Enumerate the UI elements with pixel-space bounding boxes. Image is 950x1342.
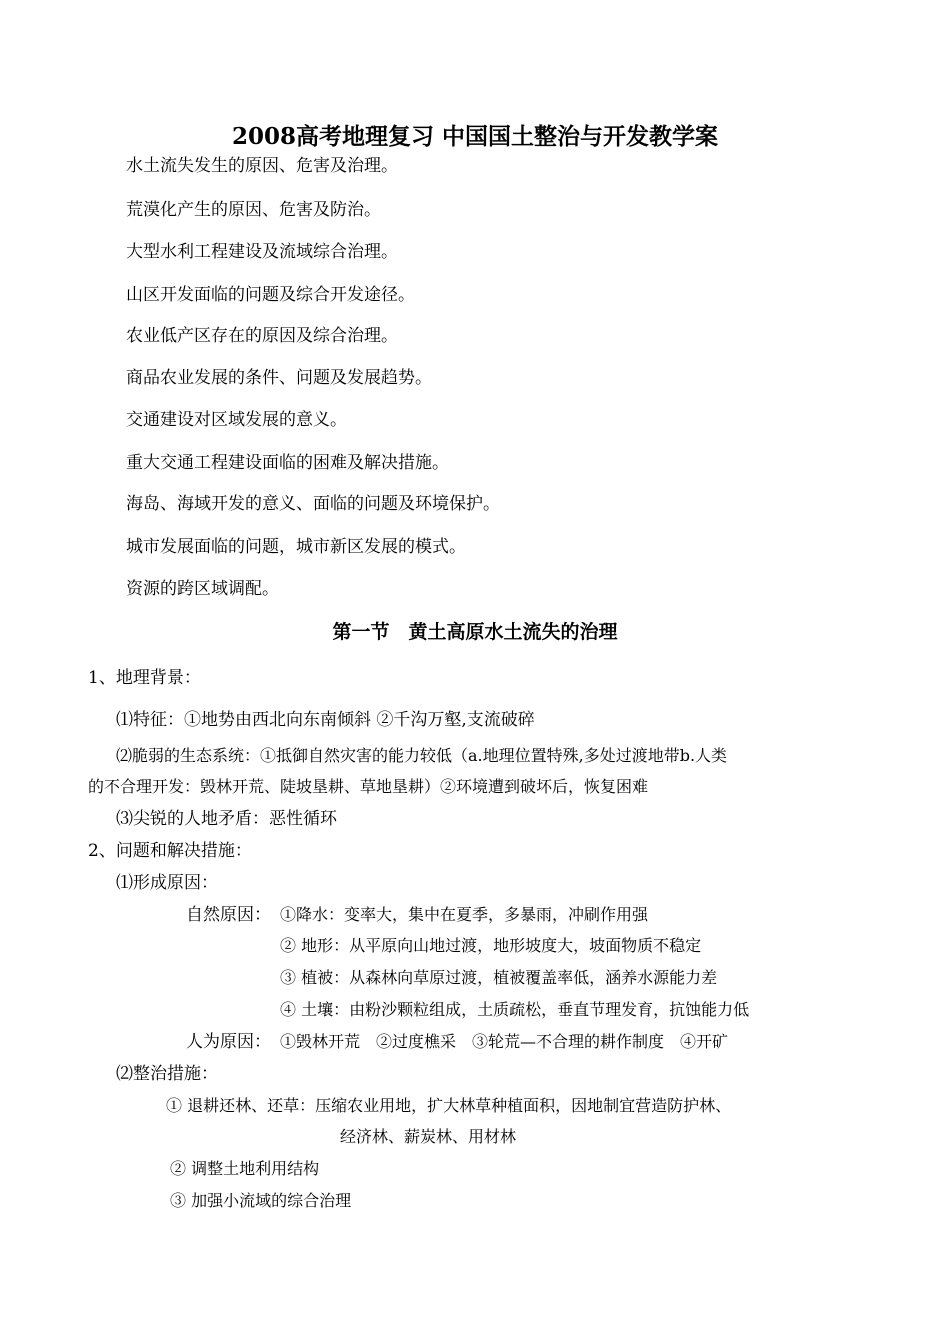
- measure-item: ③ 加强小流域的综合治理: [170, 1191, 352, 1210]
- objective-item: 商品农业发展的条件、问题及发展趋势。: [126, 368, 432, 388]
- background-heading: 1、地理背景：: [88, 668, 201, 688]
- measure-item: ② 调整土地利用结构: [170, 1159, 320, 1178]
- human-cause-items: ①毁林开荒 ②过度樵采 ③轮荒—不合理的耕作制度 ④开矿: [280, 1032, 729, 1051]
- objective-item: 水土流失发生的原因、危害及治理。: [126, 156, 398, 176]
- fragile-ecosystem-line-cont: 的不合理开发：毁林开荒、陡坡垦耕、草地垦耕）②环境遭到破坏后，恢复困难: [88, 777, 649, 796]
- objective-item: 重大交通工程建设面临的困难及解决措施。: [126, 453, 449, 473]
- causes-heading: ⑴形成原因：: [116, 873, 218, 893]
- objective-item: 山区开发面临的问题及综合开发途径。: [126, 285, 415, 305]
- objective-item: 城市发展面临的问题，城市新区发展的模式。: [126, 537, 466, 557]
- natural-causes-label: 自然原因：: [186, 905, 271, 925]
- objective-item: 荒漠化产生的原因、危害及防治。: [126, 200, 381, 220]
- fragile-ecosystem-line: ⑵脆弱的生态系统：①抵御自然灾害的能力较低（a.地理位置特殊,多处过渡地带b.人类: [116, 746, 728, 765]
- problems-heading: 2、问题和解决措施：: [88, 841, 252, 861]
- page-title: 2008高考地理复习 中国国土整治与开发教学案: [231, 123, 719, 150]
- objective-item: 交通建设对区域发展的意义。: [126, 410, 347, 430]
- objective-item: 海岛、海域开发的意义、面临的问题及环境保护。: [126, 494, 500, 514]
- natural-cause-item: ③ 植被：从森林向草原过渡，植被覆盖率低，涵养水源能力差: [280, 968, 718, 987]
- objective-item: 农业低产区存在的原因及综合治理。: [126, 326, 398, 346]
- feature-line: ⑴特征：①地势由西北向东南倾斜 ②千沟万壑,支流破碎: [116, 710, 535, 730]
- measure-item-cont: 经济林、薪炭林、用材林: [340, 1127, 517, 1146]
- objective-item: 大型水利工程建设及流域综合治理。: [126, 242, 398, 262]
- natural-cause-item: ② 地形：从平原向山地过渡，地形坡度大，坡面物质不稳定: [280, 936, 702, 955]
- human-causes-label: 人为原因：: [186, 1032, 271, 1052]
- natural-cause-item: ①降水：变率大，集中在夏季，多暴雨，冲刷作用强: [280, 905, 649, 924]
- measure-item: ① 退耕还林、还草：压缩农业用地，扩大林草种植面积，因地制宜营造防护林、: [166, 1096, 732, 1115]
- measures-heading: ⑵整治措施：: [116, 1064, 218, 1084]
- objective-item: 资源的跨区域调配。: [126, 579, 279, 599]
- natural-cause-item: ④ 土壤：由粉沙颗粒组成，土质疏松，垂直节理发育，抗蚀能力低: [280, 1000, 750, 1019]
- conflict-line: ⑶尖锐的人地矛盾：恶性循环: [116, 809, 337, 829]
- section-heading: 第一节 黄土高原水土流失的治理: [332, 621, 618, 643]
